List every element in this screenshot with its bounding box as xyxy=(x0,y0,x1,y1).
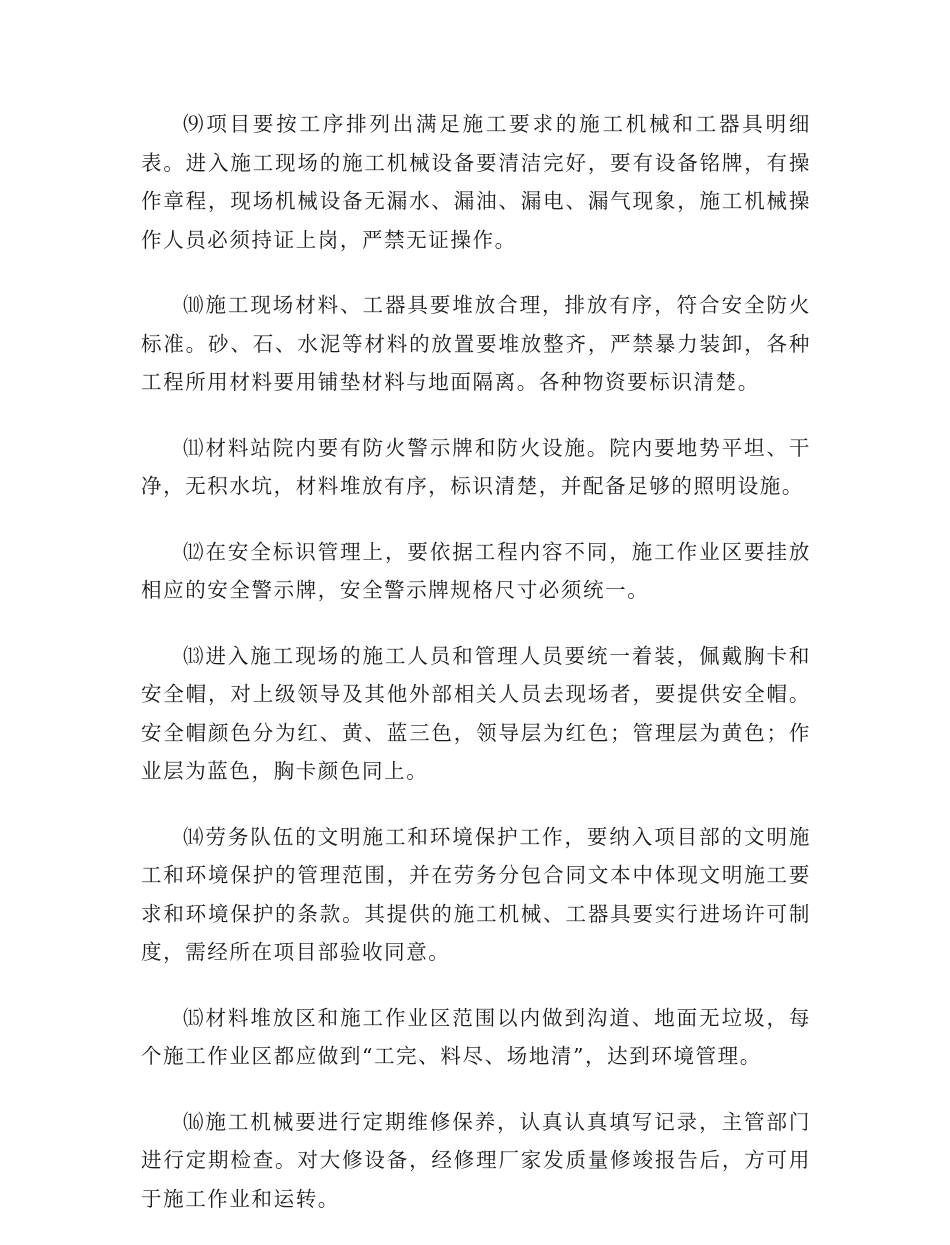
paragraph-item-11: ⑾材料站院内要有防火警示牌和防火设施。院内要地势平坦、干净，无积水坑，材料堆放有序，标识清楚，并配备足够的照明设施。 xyxy=(141,435,811,498)
document-body xyxy=(141,105,811,1245)
paragraph-item-12: ⑿在安全标识管理上，要依据工程内容不同，施工作业区要挂放相应的安全警示牌，安全警示牌规格尺寸必须统一。 xyxy=(141,539,811,602)
paragraph-item-13: ⒀进入施工现场的施工人员和管理人员要统一着装，佩戴胸卡和安全帽，对上级领导及其他外部相关人员去现场者，要提供安全帽。安全帽颜色分为红、黄、蓝三色，领导层为红色；管理层为黄色；作业层为蓝色，胸卡颜色同上。 xyxy=(141,643,811,783)
paragraph-item-16: ⒃施工机械要进行定期维修保养，认真认真填写记录，主管部门进行定期检查。对大修设备，经修理厂家发质量修竣报告后，方可用于施工作业和运转。 xyxy=(141,1109,811,1211)
paragraph-item-9: ⑼项目要按工序排列出满足施工要求的施工机械和工器具明细表。进入施工现场的施工机械设备要清洁完好，要有设备铭牌，有操作章程，现场机械设备无漏水、漏油、漏电、漏气现象，施工机械操作人员必须持证上岗，严禁无证操作。 xyxy=(141,112,811,252)
paragraph-item-15: ⒂材料堆放区和施工作业区范围以内做到沟道、地面无垃圾，每个施工作业区都应做到“工完、料尽、场地清”，达到环境管理。 xyxy=(141,1005,811,1068)
paragraph-item-10: ⑽施工现场材料、工器具要堆放合理，排放有序，符合安全防火标准。砂、石、水泥等材料的放置要堆放整齐，严禁暴力装卸，各种工程所用材料要用铺垫材料与地面隔离。各种物资要标识清楚。 xyxy=(141,293,811,394)
paragraph-item-14: ⒁劳务队伍的文明施工和环境保护工作，要纳入项目部的文明施工和环境保护的管理范围，并在劳务分包合同文本中体现文明施工要求和环境保护的条款。其提供的施工机械、工器具要实行进场许可制度，需经所在项目部验收同意。 xyxy=(141,824,811,964)
